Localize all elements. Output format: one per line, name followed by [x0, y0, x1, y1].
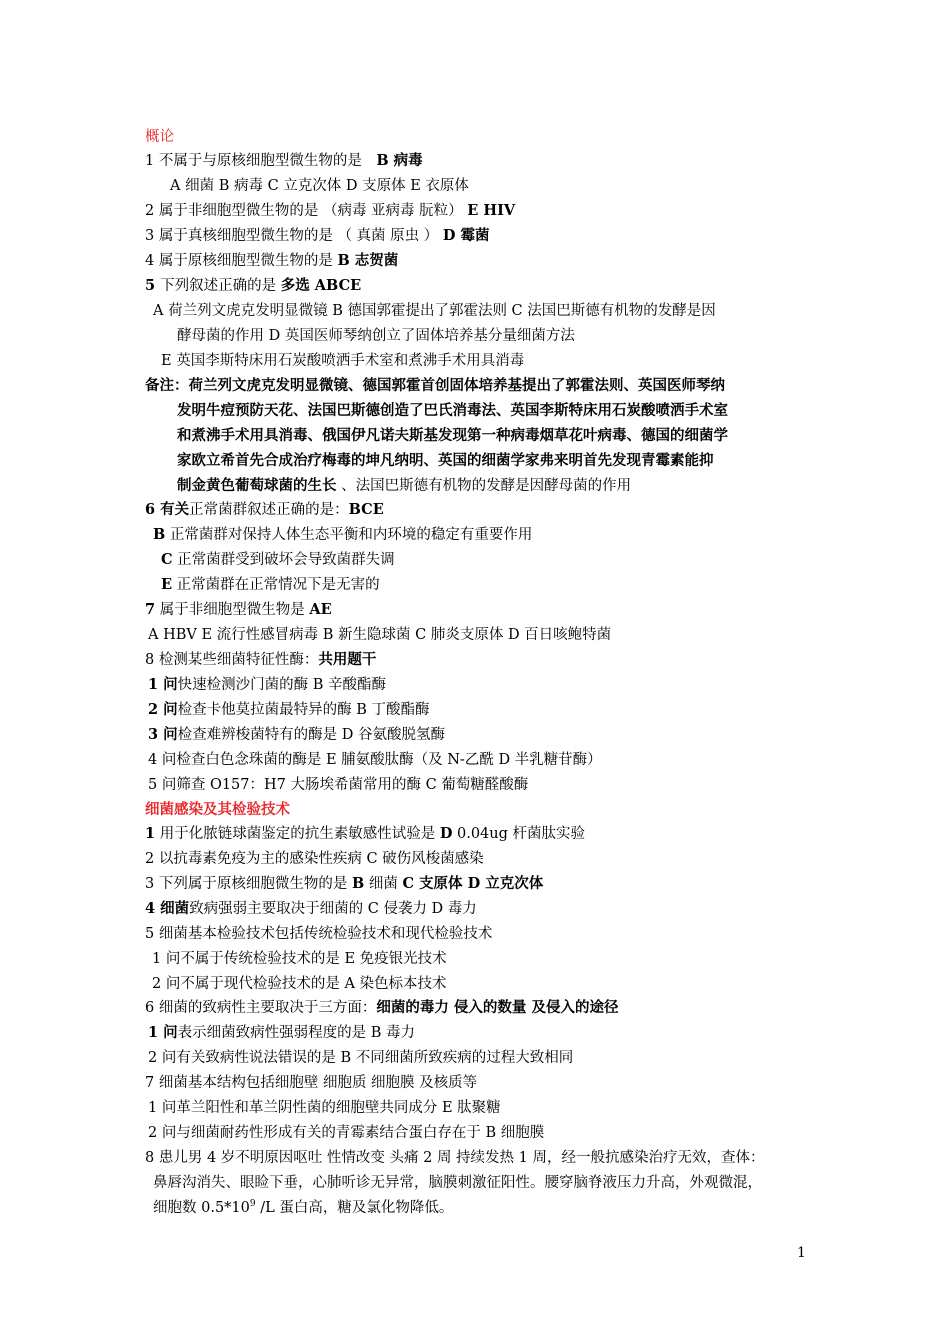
- question-3: 3 属于真核细胞型微生物的是 （ 真菌 原虫 ） D 霉菌: [145, 227, 490, 244]
- question-5-options-line-1: A 荷兰列文虎克发明显微镜 B 德国郭霍提出了郭霍法则 C 法国巴斯德有机物的发酵是因: [153, 303, 716, 319]
- b-question-6: 6 细菌的致病性主要取决于三方面：细菌的毒力 侵入的数量 及侵入的途径: [145, 999, 619, 1016]
- section-heading-bacteria: 细菌感染及其检验技术: [145, 801, 290, 818]
- b-question-8-line-2: 鼻唇沟消失、眼睑下垂，心肺听诊无异常，脑膜刺激征阳性。腰穿脑脊液压力升高，外观微混，: [153, 1175, 762, 1191]
- question-8: 8 检测某些细菌特征性酶：共用题干: [145, 651, 377, 668]
- note-line-5: 制金黄色葡萄球菌的生长 、法国巴斯德有机物的发酵是因酵母菌的作用: [177, 477, 632, 494]
- b-question-6-sub-1: 1 问表示细菌致病性强弱程度的是 B 毒力: [148, 1024, 416, 1041]
- b-question-8-line-3: 细胞数 $0.5*10^9$ /L 蛋白高，糖及氯化物降低。: [153, 1199, 454, 1216]
- question-6-option-e: E 正常菌群在正常情况下是无害的: [161, 576, 380, 593]
- b-question-6-sub-2: 2 问有关致病性说法错误的是 B 不同细菌所致疾病的过程大致相同: [148, 1050, 574, 1066]
- b-question-7-sub-1: 1 问革兰阳性和革兰阴性菌的细胞壁共同成分 E 肽聚糖: [148, 1100, 501, 1116]
- b-question-3: 3 下列属于原核细胞微生物的是 B 细菌 C 支原体 D 立克次体: [145, 875, 544, 892]
- note-line-1: 备注：荷兰列文虎克发明显微镜、德国郭霍首创固体培养基提出了郭霍法则、英国医师琴纳: [145, 377, 725, 394]
- page-number: 1: [797, 1245, 806, 1261]
- question-8-sub-2: 2 问检查卡他莫拉菌最特异的酶 B 丁酸酯酶: [148, 701, 430, 718]
- b-question-7: 7 细菌基本结构包括细胞壁 细胞质 细胞膜 及核质等: [145, 1075, 478, 1091]
- section-heading-overview: 概论: [145, 129, 174, 145]
- b-question-7-sub-2: 2 问与细菌耐药性形成有关的青霉素结合蛋白存在于 B 细胞膜: [148, 1125, 545, 1141]
- question-8-sub-1: 1 问快速检测沙门菌的酶 B 辛酸酯酶: [148, 676, 387, 693]
- question-2: 2 属于非细胞型微生物的是 （病毒 亚病毒 朊粒） E HIV: [145, 202, 516, 219]
- question-5-options-line-3: E 英国李斯特床用石炭酸喷洒手术室和煮沸手术用具消毒: [161, 353, 525, 369]
- b-question-5: 5 细菌基本检验技术包括传统检验技术和现代检验技术: [145, 926, 493, 942]
- b-question-5-sub-1: 1 问不属于传统检验技术的是 E 免疫银光技术: [152, 951, 447, 967]
- question-1: 1 不属于与原核细胞型微生物的是 B 病毒: [145, 152, 423, 169]
- question-1-options: A 细菌 B 病毒 C 立克次体 D 支原体 E 衣原体: [170, 178, 469, 194]
- question-6: 6 有关正常菌群叙述正确的是：BCE: [145, 501, 384, 518]
- question-7: 7 属于非细胞型微生物是 AE: [145, 601, 332, 618]
- note-line-4: 家欧立希首先合成治疗梅毒的坤凡纳明、英国的细菌学家弗来明首先发现青霉素能抑: [177, 452, 714, 469]
- b-question-1: 1 用于化脓链球菌鉴定的抗生素敏感性试验是 D 0.04ug 杆菌肽实验: [145, 825, 586, 842]
- question-6-option-b: B 正常菌群对保持人体生态平衡和内环境的稳定有重要作用: [153, 526, 533, 543]
- question-8-sub-5: 5 问筛查 O157：H7 大肠埃希菌常用的酶 C 葡萄糖醛酸酶: [148, 777, 529, 793]
- note-line-2: 发明牛痘预防天花、法国巴斯德创造了巴氏消毒法、英国李斯特床用石炭酸喷洒手术室: [177, 402, 728, 419]
- b-question-2: 2 以抗毒素免疫为主的感染性疾病 C 破伤风梭菌感染: [145, 851, 484, 867]
- question-7-options: A HBV E 流行性感冒病毒 B 新生隐球菌 C 肺炎支原体 D 百日咳鲍特菌: [148, 627, 612, 643]
- note-line-3: 和煮沸手术用具消毒、俄国伊凡诺夫斯基发现第一种病毒烟草花叶病毒、德国的细菌学: [177, 427, 728, 444]
- b-question-4: 4 细菌致病强弱主要取决于细菌的 C 侵袭力 D 毒力: [145, 900, 477, 917]
- question-8-sub-4: 4 问检查白色念珠菌的酶是 E 脯氨酸肽酶（及 N-乙酰 D 半乳糖苷酶）: [148, 752, 602, 768]
- question-5-options-line-2: 酵母菌的作用 D 英国医师琴纳创立了固体培养基分量细菌方法: [177, 328, 575, 344]
- b-question-5-sub-2: 2 问不属于现代检验技术的是 A 染色标本技术: [152, 976, 447, 992]
- question-6-option-c: C 正常菌群受到破坏会导致菌群失调: [161, 551, 395, 568]
- question-4: 4 属于原核细胞型微生物的是 B 志贺菌: [145, 252, 399, 269]
- b-question-8-line-1: 8 患儿男 4 岁不明原因呕吐 性情改变 头痛 2 周 持续发热 1 周，经一般抗感染治疗无效，查体：: [145, 1150, 765, 1166]
- question-8-sub-3: 3 问检查难辨梭菌特有的酶是 D 谷氨酸脱氢酶: [148, 726, 445, 743]
- question-5: 5 下列叙述正确的是 多选 ABCE: [145, 277, 362, 294]
